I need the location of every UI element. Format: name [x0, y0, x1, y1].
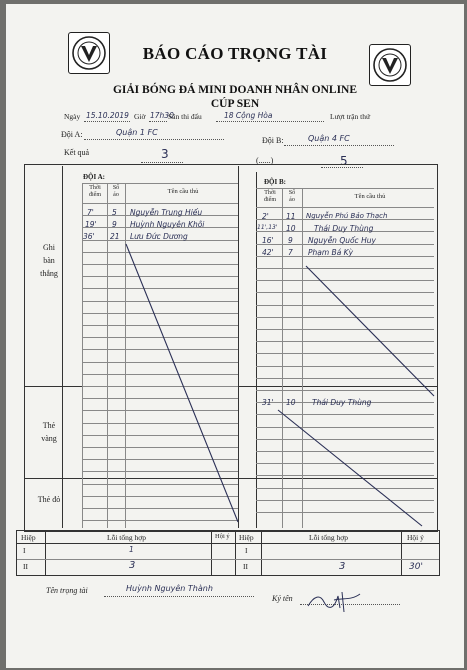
team-b-col-shirt-2: áo — [289, 197, 295, 203]
referee-value: Huỳnh Nguyên Thành — [126, 584, 213, 593]
team-a-goal-1-shirt: 5 — [112, 208, 117, 217]
team-b-goal-3-time: 16' — [262, 236, 274, 245]
team-a-col-shirt-1: Số — [112, 185, 120, 191]
round-label: Lượt trận thứ — [330, 112, 371, 121]
goals-label-1: Ghi — [43, 243, 55, 252]
team-b-col-name: Tên cầu thủ — [354, 193, 386, 200]
venue-value: 18 Cộng Hòa — [224, 111, 273, 120]
fouls-b-half-label: Hiệp — [239, 533, 254, 542]
team-b-goal-4-name: Phạm Bá Kỳ — [308, 248, 354, 257]
team-a-goal-3-name: Lưu Đức Dương — [130, 232, 188, 241]
team-b-yellow-1-time: 31' — [262, 398, 274, 407]
fouls-a-row-1-half: I — [23, 546, 26, 555]
team-b-goal-4-time: 42' — [262, 248, 274, 257]
team-a-goal-1-time: 7' — [87, 208, 94, 217]
fouls-a-row-2-fouls: 3 — [129, 560, 136, 571]
team-b-yellow-1-shirt: 10 — [286, 398, 296, 407]
team-a-col-time-2: điểm — [89, 192, 101, 198]
team-b-goal-2-name: Thái Duy Thùng — [314, 224, 374, 233]
time-label: Giờ — [134, 112, 146, 121]
score-a: 3 — [161, 147, 169, 161]
fouls-b-row-2-half: II — [243, 562, 248, 571]
venue-label: Sân thi đấu — [168, 112, 202, 121]
team-a-table-title: ĐỘI A: — [83, 173, 105, 181]
goals-label-3: thắng — [40, 269, 58, 278]
score-b: 5 — [340, 154, 348, 168]
score-separator: (......) — [256, 156, 274, 165]
fouls-b-timeout-label: Hội ý — [407, 533, 424, 542]
team-a-value: Quận 1 FC — [116, 128, 158, 137]
team-b-col-time-2: điểm — [264, 197, 276, 203]
team-a-col-name: Tên cầu thủ — [167, 188, 199, 195]
team-b-goal-2-shirt: 10 — [286, 224, 296, 233]
team-a-col-time-1: Thời — [89, 185, 101, 191]
time-value: 17h30 — [150, 111, 174, 120]
team-a-goal-2-time: 19' — [85, 220, 97, 229]
team-b-goal-3-name: Nguyễn Quốc Huy — [308, 236, 376, 245]
goals-label-2: bàn — [43, 256, 55, 265]
team-b-goal-1-name: Nguyễn Phú Bảo Thạch — [306, 212, 388, 220]
cup-title: CÚP SEN — [210, 98, 260, 110]
team-b-col-time-1: Thời — [264, 190, 276, 196]
fouls-a-foul-label: Lỗi tổng hợp — [107, 533, 146, 542]
team-a-goal-1-name: Nguyễn Trung Hiếu — [130, 208, 203, 217]
team-b-goal-1-shirt: 11 — [286, 212, 296, 221]
team-b-label: Đội B: — [262, 136, 284, 145]
fouls-a-row-1-fouls: 1 — [129, 545, 134, 554]
team-a-goal-2-shirt: 9 — [112, 220, 117, 229]
yellow-label-2: vàng — [41, 434, 57, 443]
fouls-b-row-2-timeout: 30' — [409, 562, 423, 572]
team-b-goal-2-time: 11',13' — [257, 224, 278, 231]
team-b-goal-3-shirt: 9 — [288, 236, 293, 245]
tournament-title: GIẢI BÓNG ĐÁ MINI DOANH NHÂN ONLINE — [112, 84, 358, 96]
referee-report-page — [6, 4, 464, 668]
team-b-yellow-1-name: Thái Duy Thùng — [312, 398, 372, 407]
fouls-table — [16, 530, 440, 576]
team-b-table-title: ĐỘI B: — [264, 178, 286, 186]
team-a-goal-3-time: 36' — [83, 232, 95, 241]
report-title: BÁO CÁO TRỌNG TÀI — [142, 44, 328, 63]
fouls-a-timeout-label: Hội ý — [215, 533, 230, 540]
fouls-b-row-2-fouls: 3 — [339, 561, 346, 572]
fouls-b-foul-label: Lỗi tổng hợp — [309, 533, 348, 542]
fouls-b-row-1-half: I — [245, 546, 248, 555]
team-b-goal-4-shirt: 7 — [288, 248, 293, 257]
team-a-goal-2-name: Huỳnh Nguyên Khôi — [130, 220, 205, 229]
team-a-goal-3-shirt: 21 — [110, 232, 120, 241]
signature-image — [304, 588, 364, 614]
fouls-a-row-2-half: II — [23, 562, 28, 571]
yellow-label-1: Thẻ — [42, 421, 56, 430]
fouls-a-half-label: Hiệp — [21, 533, 36, 542]
team-a-label: Đội A: — [61, 130, 83, 139]
team-b-col-shirt-1: Số — [288, 190, 296, 196]
date-value: 15.10.2019 — [86, 111, 129, 120]
date-label: Ngày — [64, 112, 81, 121]
sign-label: Ký tên — [272, 594, 293, 603]
referee-label: Tên trọng tài — [46, 586, 88, 595]
result-label: Kết quả — [64, 148, 90, 157]
team-b-goal-1-time: 2' — [262, 212, 269, 221]
red-label: Thẻ đỏ — [37, 495, 61, 504]
team-a-col-shirt-2: áo — [113, 192, 119, 198]
team-b-value: Quận 4 FC — [308, 134, 350, 143]
